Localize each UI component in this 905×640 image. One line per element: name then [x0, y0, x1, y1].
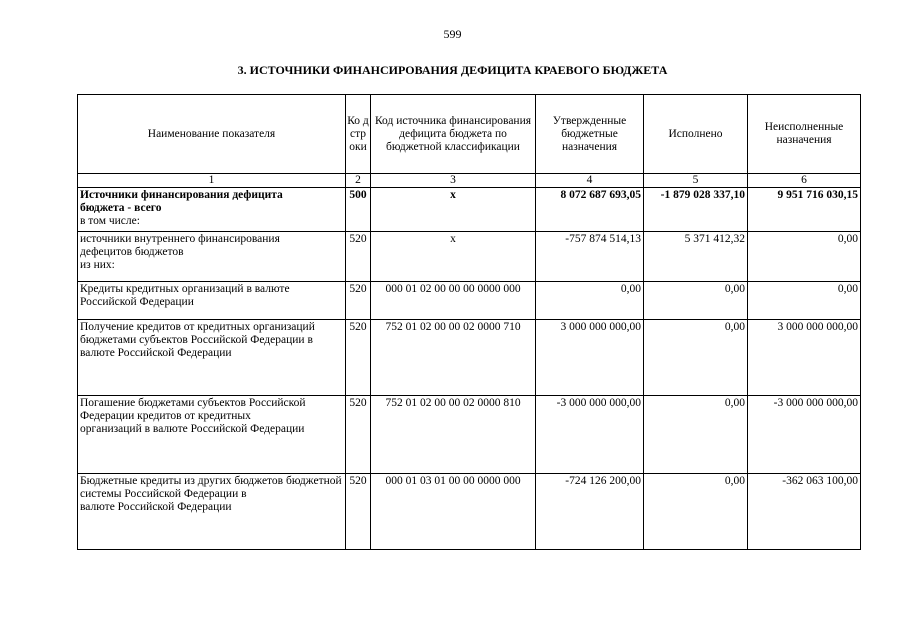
page-number: 599 — [443, 27, 462, 41]
row-name-main: Получение кредитов от кредитных организаций бюджетами субъектов Российской Федерации в — [80, 321, 315, 346]
header-executed: Исполнено — [644, 95, 748, 174]
row-unexecuted: -362 063 100,00 — [748, 474, 861, 550]
row-source-code: 752 01 02 00 00 02 0000 810 — [371, 396, 536, 474]
header-approved: Утвержденные бюджетные назначения — [536, 95, 644, 174]
row-line-code: 520 — [346, 232, 371, 282]
document-title: 3. ИСТОЧНИКИ ФИНАНСИРОВАНИЯ ДЕФИЦИТА КРАЕВОГО БЮДЖЕТА — [237, 63, 668, 77]
column-number-row — [78, 174, 861, 188]
row-line-code: 500 — [346, 188, 371, 232]
column-number: 2 — [346, 174, 371, 188]
row-unexecuted: 0,00 — [748, 232, 861, 282]
row-name-sub: из них: — [80, 259, 115, 271]
row-approved: -3 000 000 000,00 — [536, 396, 644, 474]
header-unexecuted: Неисполненные назначения — [748, 95, 861, 174]
header-source-code: Код источника финансирования дефицита бюджета по бюджетной классификации — [371, 95, 536, 174]
row-name-main: источники внутреннего финансирования — [80, 233, 280, 245]
column-number: 5 — [644, 174, 748, 188]
row-name — [78, 396, 346, 474]
row-executed: 0,00 — [644, 474, 748, 550]
row-executed: 5 371 412,32 — [644, 232, 748, 282]
row-name-last: дефецитов бюджетов — [80, 246, 184, 258]
row-name-sub: в том числе: — [80, 215, 140, 227]
row-executed: 0,00 — [644, 282, 748, 320]
row-executed: 0,00 — [644, 396, 748, 474]
row-source-code: x — [371, 232, 536, 282]
row-source-code: 000 01 03 01 00 00 0000 000 — [371, 474, 536, 550]
row-approved: -724 126 200,00 — [536, 474, 644, 550]
table-row — [78, 320, 861, 396]
row-name-main: Источники финансирования дефицита — [80, 189, 283, 201]
column-number: 1 — [78, 174, 346, 188]
row-name-last: валюте Российской Федерации — [80, 501, 232, 513]
row-name-last: организаций в валюте Российской Федерации — [80, 423, 305, 435]
row-executed: -1 879 028 337,10 — [644, 188, 748, 232]
table-row — [78, 188, 861, 232]
row-line-code: 520 — [346, 474, 371, 550]
column-number: 4 — [536, 174, 644, 188]
table-row — [78, 396, 861, 474]
row-approved: -757 874 514,13 — [536, 232, 644, 282]
row-name-main: Погашение бюджетами субъектов Российской Федерации кредитов от кредитных — [80, 397, 306, 422]
row-source-code: 000 01 02 00 00 00 0000 000 — [371, 282, 536, 320]
row-approved: 8 072 687 693,05 — [536, 188, 644, 232]
row-name — [78, 320, 346, 396]
header-name: Наименование показателя — [78, 95, 346, 174]
header-line-code: Ко д стр оки — [346, 95, 371, 174]
header-row — [78, 95, 861, 174]
row-name-last: бюджета - всего — [80, 202, 162, 214]
column-number: 6 — [748, 174, 861, 188]
row-name — [78, 188, 346, 232]
row-name-last: Российской Федерации — [80, 296, 194, 308]
row-name — [78, 474, 346, 550]
column-number: 3 — [371, 174, 536, 188]
row-name-main: Кредиты кредитных организаций в валюте — [80, 283, 290, 295]
row-line-code: 520 — [346, 320, 371, 396]
row-unexecuted: -3 000 000 000,00 — [748, 396, 861, 474]
row-approved: 0,00 — [536, 282, 644, 320]
table-row — [78, 282, 861, 320]
row-unexecuted: 9 951 716 030,15 — [748, 188, 861, 232]
financing-sources-table — [77, 94, 861, 550]
row-line-code: 520 — [346, 282, 371, 320]
row-executed: 0,00 — [644, 320, 748, 396]
row-unexecuted: 3 000 000 000,00 — [748, 320, 861, 396]
table-row — [78, 474, 861, 550]
row-source-code: x — [371, 188, 536, 232]
row-approved: 3 000 000 000,00 — [536, 320, 644, 396]
row-line-code: 520 — [346, 396, 371, 474]
table-row — [78, 232, 861, 282]
row-name — [78, 232, 346, 282]
row-name-last: валюте Российской Федерации — [80, 347, 232, 359]
row-name — [78, 282, 346, 320]
row-unexecuted: 0,00 — [748, 282, 861, 320]
row-name-main: Бюджетные кредиты из других бюджетов бюджетной системы Российской Федерации в — [80, 475, 342, 500]
row-source-code: 752 01 02 00 00 02 0000 710 — [371, 320, 536, 396]
